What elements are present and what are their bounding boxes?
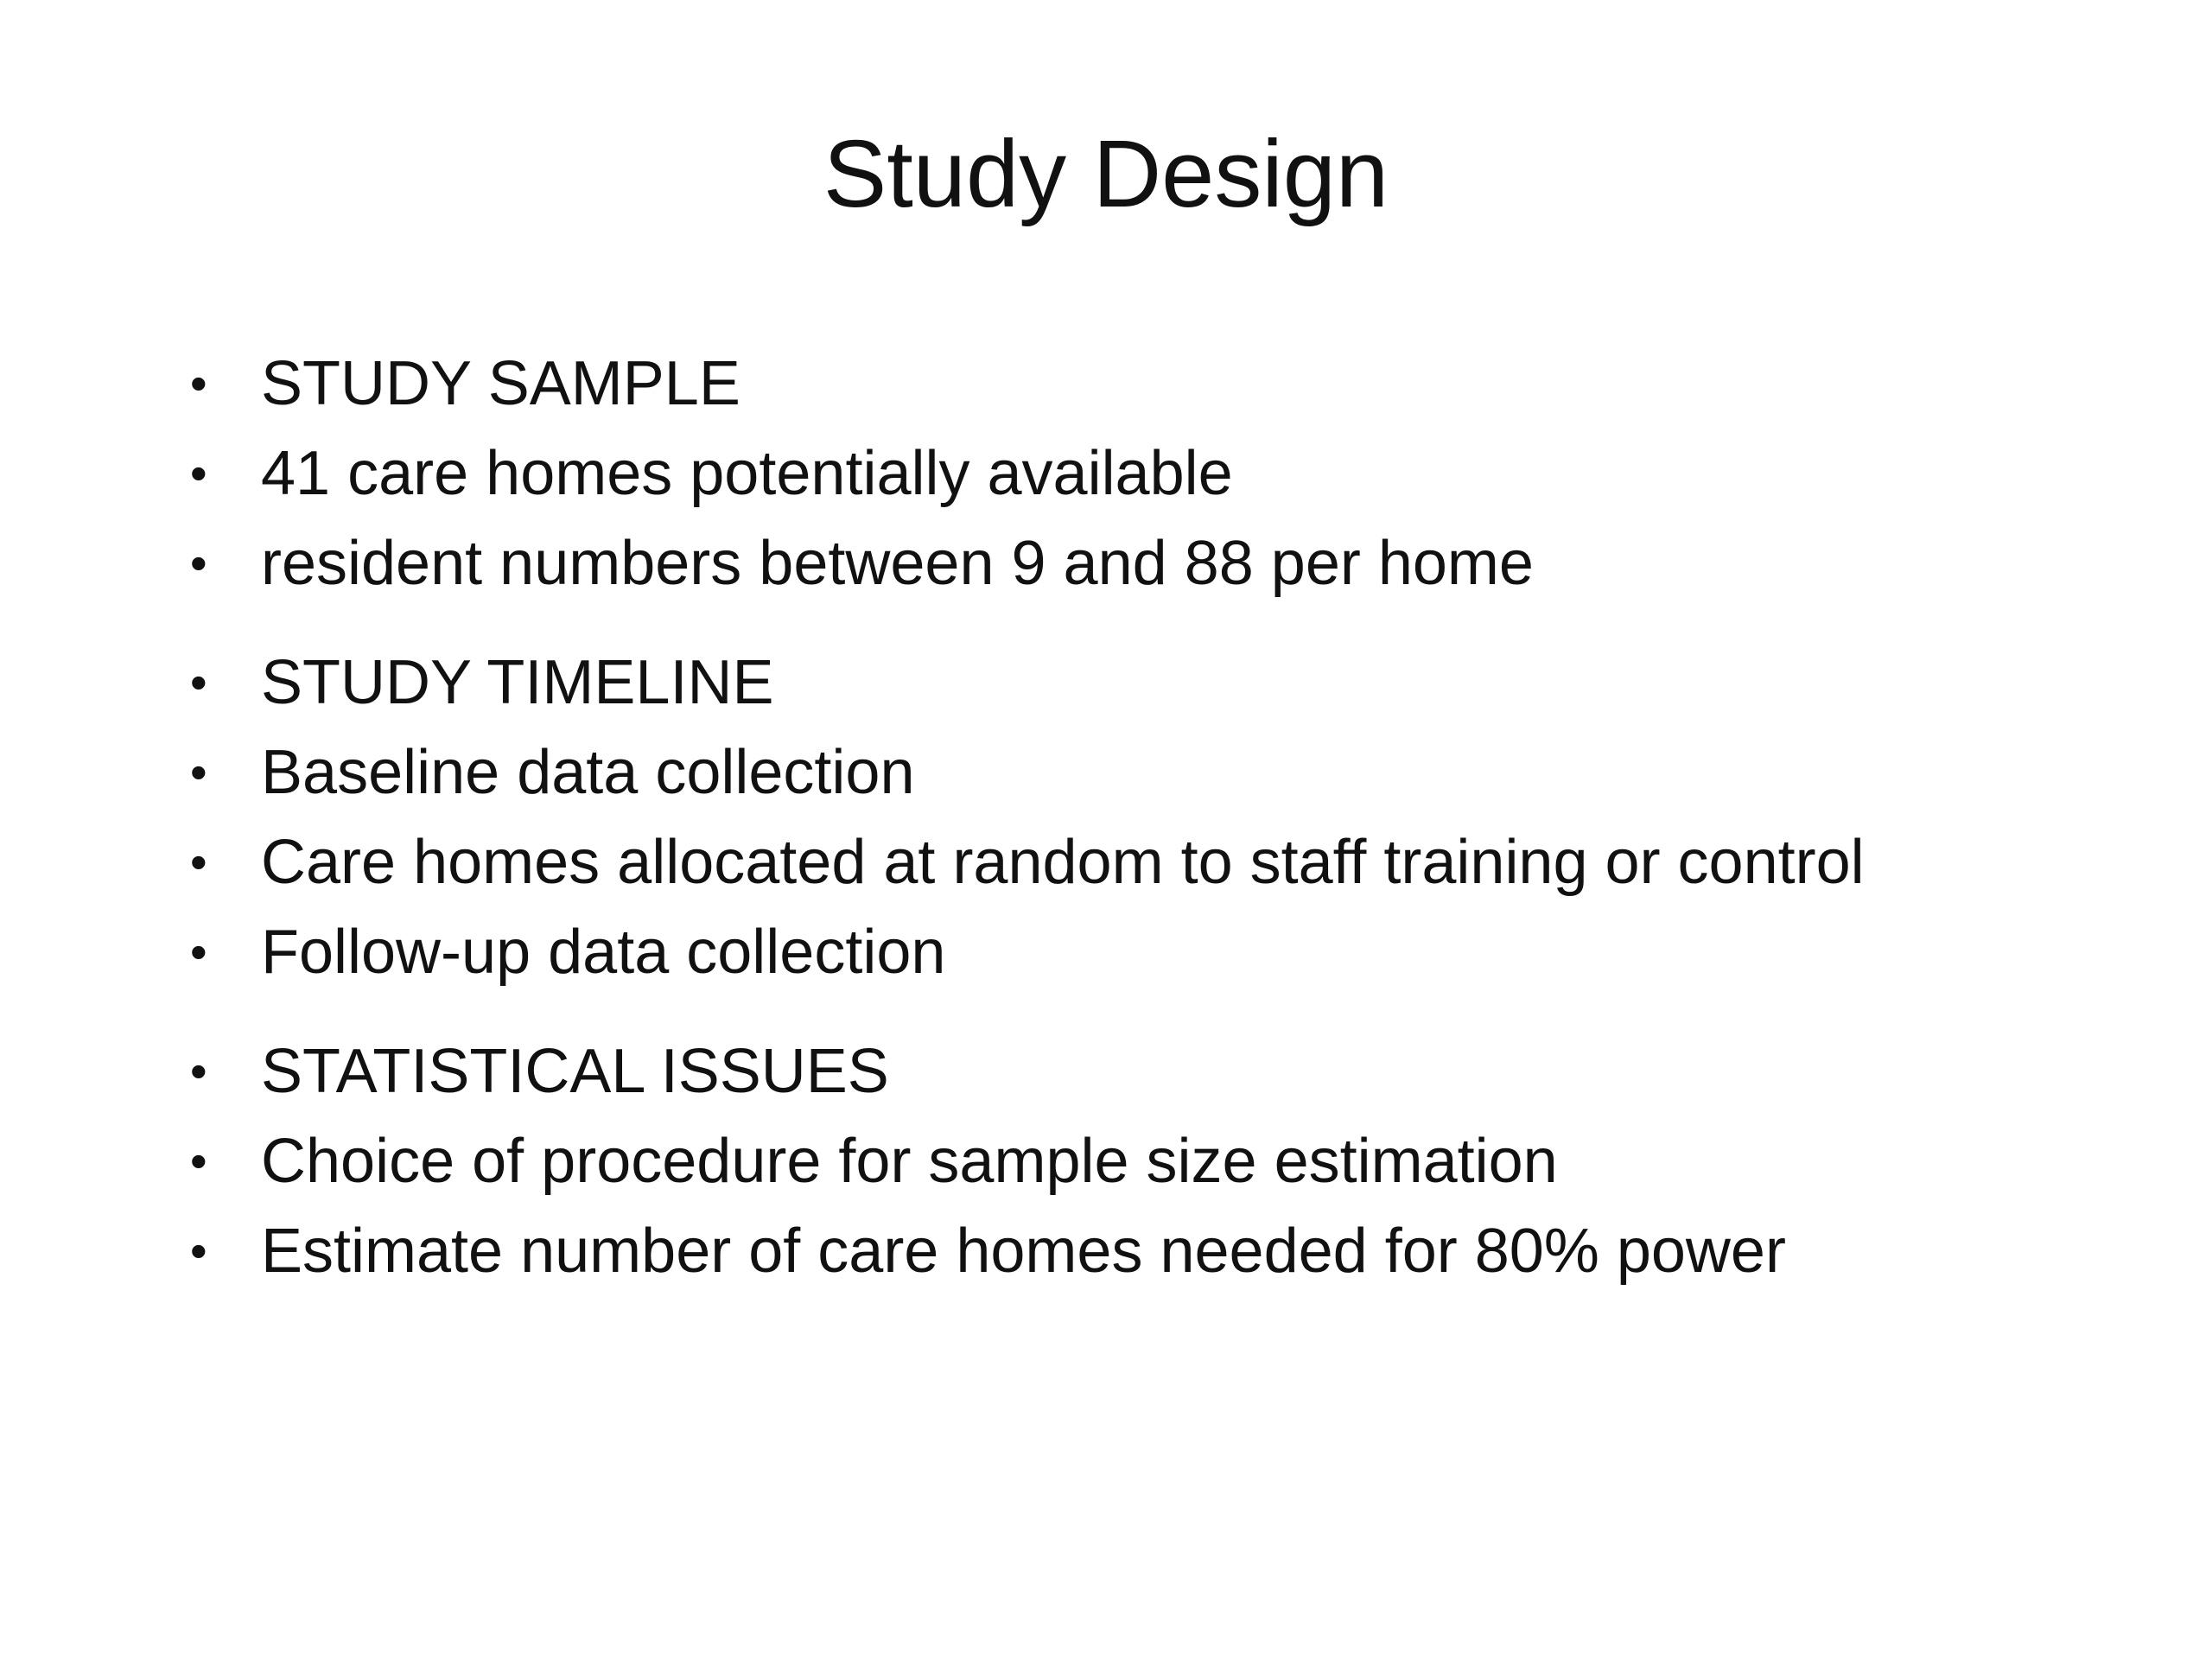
bullet-icon: •: [190, 1044, 207, 1098]
bullet-item: [181, 907, 2169, 997]
bullet-text: 41 care homes potentially available: [261, 439, 1233, 508]
bullet-item: [181, 817, 2169, 907]
bullet-item: [181, 339, 2169, 429]
bullet-icon: •: [190, 745, 207, 799]
bullet-item: [181, 518, 2169, 608]
bullet-icon: •: [190, 1224, 207, 1278]
bullet-item: [181, 1027, 2169, 1116]
bullet-text: resident numbers between 9 and 88 per home: [261, 529, 1534, 598]
bullet-text: STUDY TIMELINE: [261, 648, 774, 717]
bullet-group-study-sample: [181, 339, 2169, 608]
bullet-group-statistical-issues: [181, 1027, 2169, 1296]
bullet-icon: •: [190, 925, 207, 979]
bullet-item: [181, 1206, 2169, 1296]
bullet-text: STATISTICAL ISSUES: [261, 1037, 889, 1106]
bullet-group-study-timeline: [181, 638, 2169, 997]
bullet-text: Care homes allocated at random to staff training or control: [261, 828, 1865, 897]
bullet-text: STUDY SAMPLE: [261, 349, 741, 418]
bullet-text: Follow-up data collection: [261, 918, 946, 987]
slide-title: Study Design: [823, 121, 1389, 227]
bullet-text: Estimate number of care homes needed for 80% power: [261, 1217, 1786, 1286]
bullet-icon: •: [190, 446, 207, 500]
bullet-item: [181, 429, 2169, 518]
bullet-item: [181, 728, 2169, 817]
bullet-icon: •: [190, 835, 207, 889]
bullet-item: [181, 638, 2169, 728]
bullet-icon: •: [190, 655, 207, 709]
bullet-list: [181, 339, 2169, 1325]
bullet-icon: •: [190, 536, 207, 590]
bullet-text: Choice of procedure for sample size estimation: [261, 1127, 1558, 1196]
bullet-item: [181, 1116, 2169, 1206]
bullet-icon: •: [190, 1134, 207, 1188]
bullet-icon: •: [190, 356, 207, 410]
bullet-text: Baseline data collection: [261, 738, 915, 807]
